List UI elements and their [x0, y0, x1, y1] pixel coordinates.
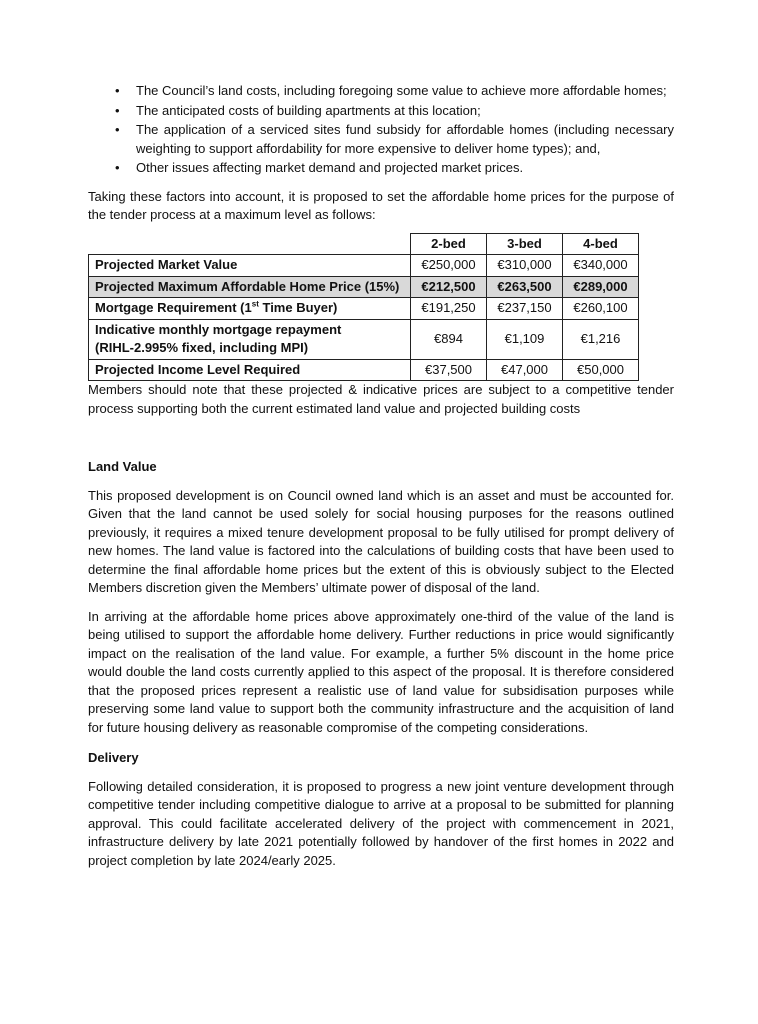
column-header: 3-bed: [487, 233, 563, 255]
table-row: [89, 298, 639, 320]
table-cell: €263,500: [487, 276, 563, 298]
considerations-list: [88, 82, 674, 178]
section-heading-delivery: Delivery: [88, 750, 139, 765]
table-cell: €894: [411, 319, 487, 359]
table-cell: €191,250: [411, 298, 487, 320]
table-corner-cell: [89, 233, 411, 255]
table-row: [89, 319, 639, 359]
row-label: Projected Maximum Affordable Home Price (15%): [89, 276, 411, 298]
table-cell: €237,150: [487, 298, 563, 320]
table-cell: €310,000: [487, 255, 563, 277]
section-heading-land-value: Land Value: [88, 459, 157, 474]
table-header-row: [89, 233, 639, 255]
column-header: 2-bed: [411, 233, 487, 255]
land-value-paragraph: In arriving at the affordable home prices above approximately one-third of the value of the land is being utilised to support the affordable home delivery. Further reductions in price would significantly impact on the realisation of the land value. For example, a further 5% discount in the home price would double the land costs currently applied to this aspect of the proposal. It is therefore considered that the proposed prices represent a realistic use of land value for subsidisation purposes while preserving some land value to support both the community infrastructure and the acquisition of land for future housing delivery as reasonable compromise of the competing considerations.: [88, 608, 674, 735]
table-row-highlighted: [89, 276, 639, 298]
table-cell: €212,500: [411, 276, 487, 298]
table-cell: €250,000: [411, 255, 487, 277]
table-cell: €37,500: [411, 359, 487, 381]
row-label-superscript: st: [251, 299, 259, 309]
column-header: 4-bed: [563, 233, 639, 255]
list-item: • Other issues affecting market demand and projected market prices.: [136, 159, 674, 178]
delivery-paragraph: Following detailed consideration, it is proposed to progress a new joint venture development through competitive tender including competitive dialogue to arrive at a proposal to be submitted for planning approval. This could facilitate accelerated delivery of the project with commencement in 2021, infrastructure delivery by late 2021 potentially followed by handover of the first homes in 2022 and project completion by late 2024/early 2025.: [88, 778, 674, 868]
row-label-text: Mortgage Requirement (1: [95, 300, 252, 315]
row-label-text: Time Buyer): [258, 300, 338, 315]
row-label: Projected Income Level Required: [89, 359, 411, 381]
price-table: [88, 233, 639, 382]
table-cell: €47,000: [487, 359, 563, 381]
row-label-line: (RIHL-2.995% fixed, including MPI): [95, 340, 309, 355]
table-cell: €340,000: [563, 255, 639, 277]
row-label-line: Indicative monthly mortgage repayment: [95, 321, 342, 337]
table-cell: €260,100: [563, 298, 639, 320]
members-note: Members should note that these projected & indicative prices are subject to a competitive tender process supporting both the current estimated land value and projected building costs: [88, 382, 674, 416]
table-cell: €1,216: [563, 319, 639, 359]
table-cell: €289,000: [563, 276, 639, 298]
document-page: [88, 82, 674, 870]
table-row: [89, 359, 639, 381]
table-cell: €50,000: [563, 359, 639, 381]
row-label: [89, 298, 411, 320]
row-label: Projected Market Value: [89, 255, 411, 277]
table-cell: €1,109: [487, 319, 563, 359]
list-item: • The anticipated costs of building apartments at this location;: [136, 102, 674, 121]
row-label: [89, 319, 411, 359]
land-value-paragraph: This proposed development is on Council owned land which is an asset and must be accounted for. Given that the land cannot be used solely for social housing purposes for the reasons outlined previously, it requires a mixed tenure development proposal to be fully utilised for prompt delivery of new homes. The land value is factored into the calculations of building costs that have been used to determine the final affordable home prices but the extent of this is obviously subject to the Elected Members discretion given the Members’ ultimate power of disposal of the land.: [88, 487, 674, 595]
table-row: [89, 255, 639, 277]
intro-paragraph: Taking these factors into account, it is proposed to set the affordable home prices for the purpose of the tender process at a maximum level as follows:: [88, 188, 674, 222]
list-item: • The application of a serviced sites fund subsidy for affordable homes (including necessary weighting to support affordability for more expensive to deliver home types); and,: [136, 121, 674, 158]
list-item: • The Council’s land costs, including foregoing some value to achieve more affordable homes;: [136, 82, 674, 101]
